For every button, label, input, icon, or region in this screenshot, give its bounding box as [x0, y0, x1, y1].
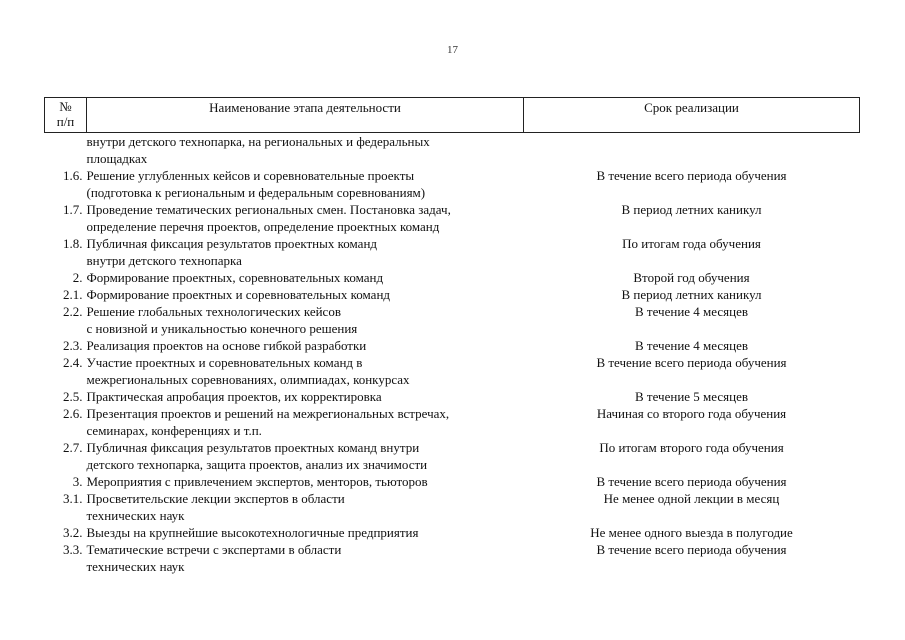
row-number: 2.1. — [63, 287, 83, 302]
stage-term: Начиная со второго года обучения — [596, 406, 787, 421]
row-number: 2. — [72, 270, 83, 285]
page-number: 17 — [447, 44, 458, 56]
table-row — [45, 201, 860, 235]
table-row — [45, 405, 860, 439]
row-number: 2.3. — [63, 338, 83, 353]
stage-name: Публичная фиксация результатов проектных команд внутри детского технопарка, защита проектов, анализ их значимости — [86, 440, 428, 472]
stage-name: Реализация проектов на основе гибкой разработки — [86, 338, 367, 353]
row-number — [45, 133, 87, 168]
stage-term: Второй год обучения — [633, 270, 750, 285]
stage-term: Не менее одного выезда в полугодие — [590, 525, 793, 540]
stage-name: Формирование проектных, соревновательных команд — [86, 270, 384, 285]
header-number: № п/п — [45, 98, 87, 133]
row-number: 2.7. — [63, 440, 83, 455]
stage-term: В течение всего периода обучения — [596, 542, 787, 557]
row-number: 3. — [72, 474, 83, 489]
stage-term: В течение всего периода обучения — [596, 168, 787, 183]
stage-term: В течение 4 месяцев — [635, 338, 748, 353]
stage-term: Не менее одной лекции в месяц — [603, 491, 780, 506]
stage-term: В период летних каникул — [621, 287, 762, 302]
row-number: 2.4. — [63, 355, 83, 370]
row-number: 1.6. — [63, 168, 83, 183]
stage-term: В период летних каникул — [621, 202, 762, 217]
table-header — [45, 98, 860, 133]
header-stage-name: Наименование этапа деятельности — [87, 98, 524, 133]
stage-name: Формирование проектных и соревновательных команд — [86, 287, 391, 302]
stage-name: Презентация проектов и решений на межрегиональных встречах, семинарах, конференциях и т.п. — [86, 406, 450, 438]
stage-name: Решение глобальных технологических кейсов с новизной и уникальностью конечного решения — [86, 304, 358, 336]
stage-term: В течение 5 месяцев — [635, 389, 748, 404]
row-number: 2.2. — [63, 304, 83, 319]
activity-stages-table — [44, 97, 860, 575]
stage-name: Тематические встречи с экспертами в области технических наук — [86, 542, 342, 574]
table-row — [45, 133, 860, 168]
table-row — [45, 337, 860, 354]
stage-name: Мероприятия с привлечением экспертов, менторов, тьюторов — [86, 474, 428, 489]
table-row — [45, 286, 860, 303]
stage-term: По итогам года обучения — [622, 236, 761, 251]
table-row — [45, 439, 860, 473]
stage-name: внутри детского технопарка, на региональных и федеральных площадках — [86, 134, 430, 166]
stage-name: Выезды на крупнейшие высокотехнологичные предприятия — [86, 525, 419, 540]
row-number: 1.7. — [63, 202, 83, 217]
stage-term: В течение 4 месяцев — [635, 304, 748, 319]
table-row — [45, 490, 860, 524]
row-number: 1.8. — [63, 236, 83, 251]
table-row — [45, 269, 860, 286]
stage-name: Публичная фиксация результатов проектных команд внутри детского технопарка — [86, 236, 378, 268]
table-row — [45, 524, 860, 541]
row-number: 3.1. — [63, 491, 83, 506]
row-number: 2.5. — [63, 389, 83, 404]
stage-name: Просветительские лекции экспертов в области технических наук — [86, 491, 345, 523]
table-row — [45, 354, 860, 388]
table-row — [45, 167, 860, 201]
row-number: 3.3. — [63, 542, 83, 557]
stage-term — [524, 133, 860, 168]
table-row — [45, 303, 860, 337]
row-number: 2.6. — [63, 406, 83, 421]
stage-term: По итогам второго года обучения — [599, 440, 784, 455]
header-term: Срок реализации — [524, 98, 860, 133]
stage-name: Практическая апробация проектов, их корректировка — [86, 389, 382, 404]
table-row — [45, 473, 860, 490]
stage-term: В течение всего периода обучения — [596, 474, 787, 489]
table-row — [45, 235, 860, 269]
stage-term: В течение всего периода обучения — [596, 355, 787, 370]
row-number: 3.2. — [63, 525, 83, 540]
stage-name: Участие проектных и соревновательных команд в межрегиональных соревнованиях, олимпиадах, конкурсах — [86, 355, 410, 387]
stage-name: Решение углубленных кейсов и соревновательные проекты (подготовка к региональным и федеральным соревнованиям) — [86, 168, 426, 200]
table-body — [45, 133, 860, 576]
table-row — [45, 388, 860, 405]
stage-name: Проведение тематических региональных смен. Постановка задач, определение перечня проектов, определение проектных команд — [86, 202, 451, 234]
table-row — [45, 541, 860, 575]
